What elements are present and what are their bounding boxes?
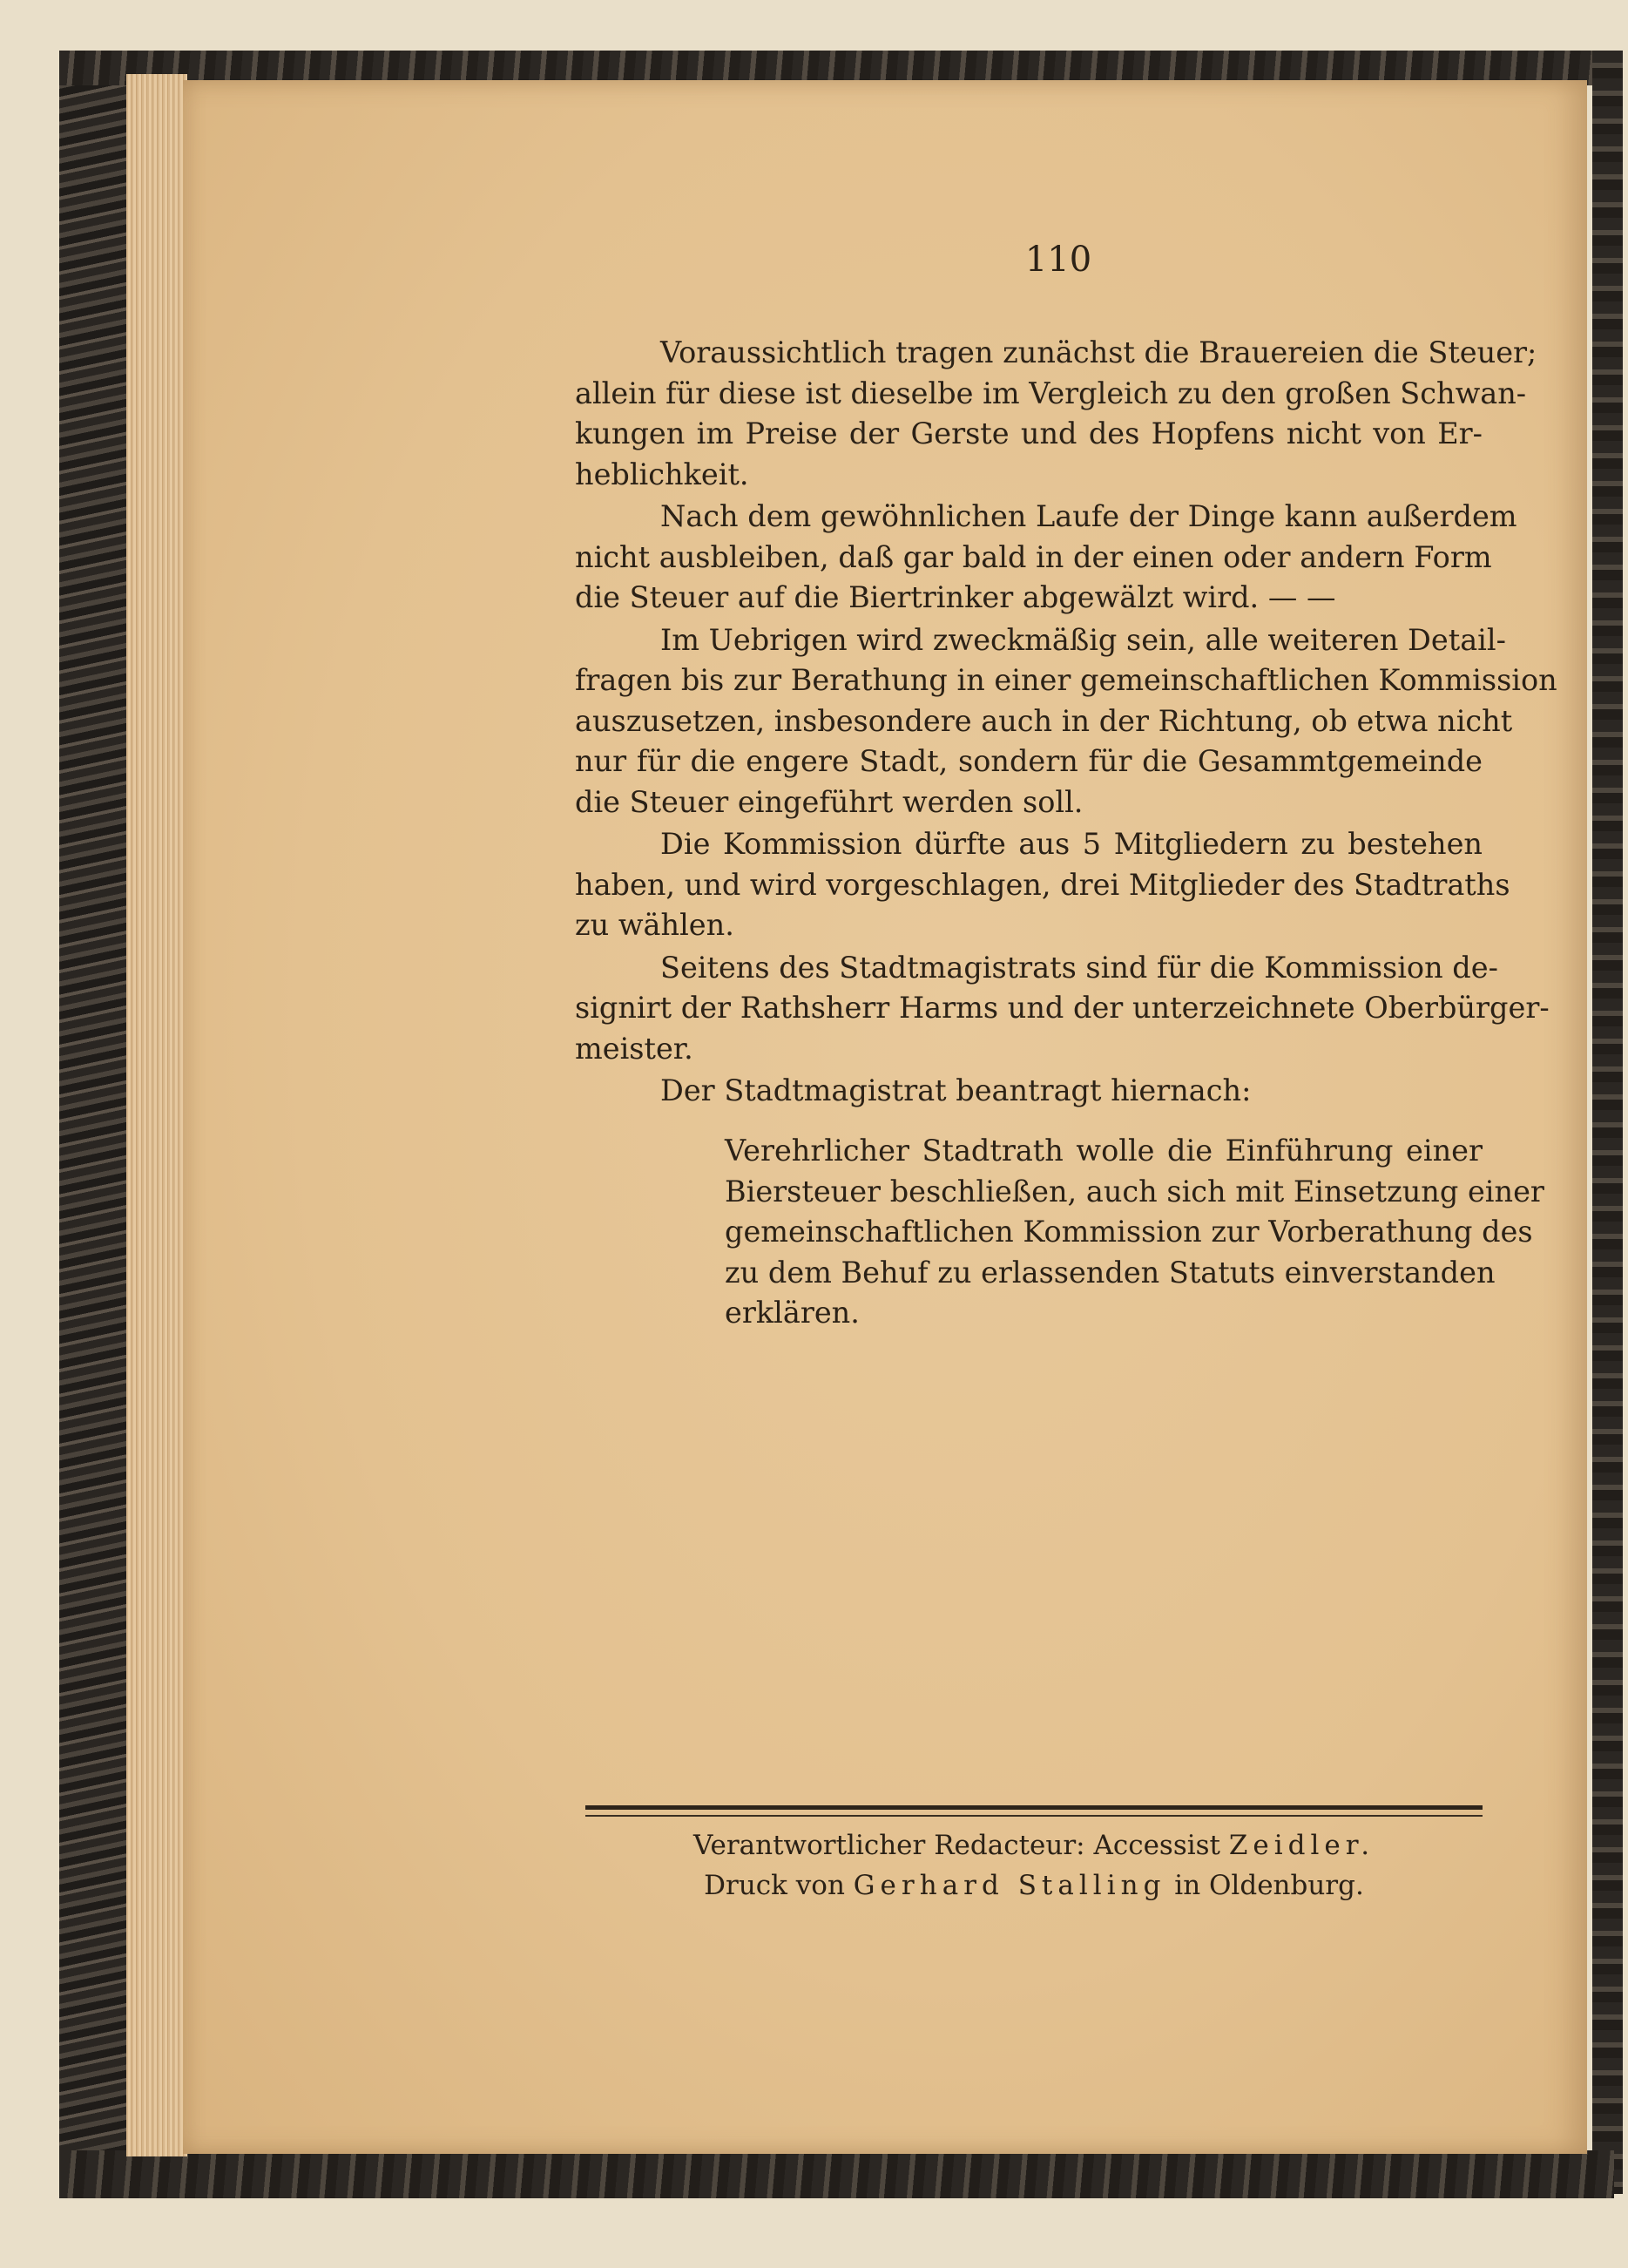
text-line: kungen im Preise der Gerste und des Hopfens nicht von Er- xyxy=(575,416,1483,450)
page-number: 110 xyxy=(1024,240,1092,280)
text-line: fragen bis zur Berathung in einer gemeinschaftlichen Kommission xyxy=(575,663,1557,697)
text-line: die Steuer auf die Biertrinker abgewälzt wird. — — xyxy=(575,580,1336,614)
book-cover-board-right xyxy=(1592,51,1623,2194)
paragraph xyxy=(575,948,1550,1070)
imprint-rule-thick xyxy=(585,1805,1483,1810)
text-line: auszusetzen, insbesondere auch in der Richtung, ob etwa nicht xyxy=(575,703,1513,738)
text-line: nicht ausbleiben, daß gar bald in der einen oder andern Form xyxy=(575,539,1492,574)
text-line: zu dem Behuf zu erlassenden Statuts einverstanden xyxy=(725,1255,1496,1290)
editor-label: Verantwortlicher Redacteur: Accessist xyxy=(692,1830,1221,1861)
paragraph xyxy=(575,824,1510,946)
paragraph xyxy=(575,620,1557,823)
text-line: nur für die engere Stadt, sondern für die Gesammtgemeinde xyxy=(575,744,1483,778)
editor-name: Zeidler. xyxy=(1228,1830,1375,1861)
text-line: die Steuer eingeführt werden soll. xyxy=(575,784,1084,819)
text-line: signirt der Rathsherr Harms und der unterzeichnete Oberbürger- xyxy=(575,991,1550,1025)
text-line: Seitens des Stadtmagistrats sind für die Kommission de- xyxy=(660,950,1498,985)
text-line: zu wählen. xyxy=(575,908,734,942)
text-line: Die Kommission dürfte aus 5 Mitgliedern zu bestehen xyxy=(660,827,1483,861)
body-text xyxy=(575,333,1557,1112)
imprint-rule-thin xyxy=(585,1815,1483,1817)
printer-imprint xyxy=(585,1870,1483,1901)
text-line: Verehrlicher Stadtrath wolle die Einführung einer xyxy=(725,1134,1483,1168)
printer-label: Druck von xyxy=(704,1870,845,1901)
editor-imprint xyxy=(585,1830,1483,1861)
text-line: allein für diese ist dieselbe im Vergleich zu den großen Schwan- xyxy=(575,376,1527,410)
text-line: Der Stadtmagistrat beantragt hiernach: xyxy=(660,1073,1252,1107)
text-line: Nach dem gewöhnlichen Laufe der Dinge kann außerdem xyxy=(660,499,1517,533)
paragraph xyxy=(575,1071,1483,1112)
page-edges xyxy=(126,74,187,2156)
printer-name: Gerhard Stalling xyxy=(853,1870,1166,1901)
book-cover-board-bottom xyxy=(59,2150,1614,2198)
text-line: heblichkeit. xyxy=(575,457,749,491)
text-line: gemeinschaftlichen Kommission zur Vorberathung des xyxy=(725,1215,1533,1249)
text-line: erklären. xyxy=(725,1296,860,1330)
text-line: haben, und wird vorgeschlagen, drei Mitglieder des Stadtraths xyxy=(575,867,1510,902)
text-line: Biersteuer beschließen, auch sich mit Einsetzung einer xyxy=(725,1174,1544,1208)
paragraph xyxy=(575,497,1517,619)
text-line: Im Uebrigen wird zweckmäßig sein, alle weiteren Detail- xyxy=(660,622,1506,657)
text-line: Voraussichtlich tragen zunächst die Brauereien die Steuer; xyxy=(660,335,1537,369)
motion-paragraph xyxy=(725,1131,1544,1334)
printer-place: in Oldenburg. xyxy=(1174,1870,1364,1901)
text-line: meister. xyxy=(575,1031,693,1066)
paragraph xyxy=(575,333,1537,495)
motion-text xyxy=(725,1131,1544,1334)
